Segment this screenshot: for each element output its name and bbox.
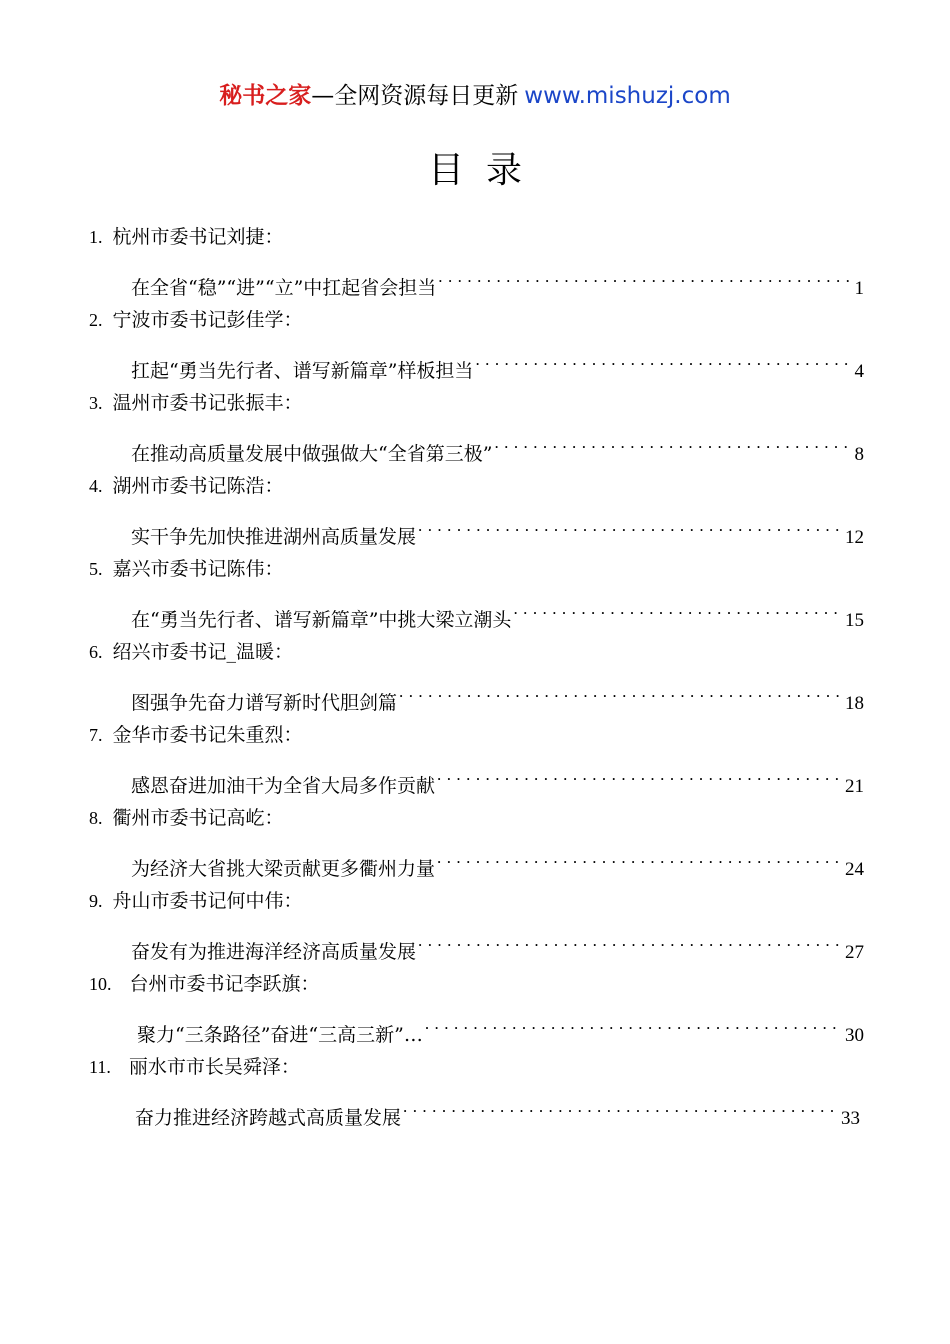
toc-entry-line	[131, 758, 864, 797]
entry-page-number: 15	[841, 604, 864, 638]
toc-entry-head	[89, 967, 320, 1001]
entry-page-number: 1	[851, 272, 865, 306]
toc-entry-2[interactable]	[0, 303, 950, 386]
toc-entry-line	[131, 509, 864, 548]
toc-entry-head	[89, 1050, 300, 1084]
entry-author: 丽水市市长吴舜泽：	[128, 1056, 300, 1078]
toc-entry-head	[89, 220, 284, 254]
toc-entry-head	[89, 801, 284, 835]
toc-entry-8[interactable]	[0, 801, 950, 884]
entry-number: 1.	[89, 227, 103, 247]
toc-entry-line	[131, 592, 864, 631]
entry-number: 7.	[89, 725, 103, 745]
entry-title: 实干争先加快推进湖州高质量发展	[131, 526, 417, 548]
dot-leader	[435, 758, 841, 792]
table-of-contents	[0, 220, 950, 1133]
dot-leader	[436, 260, 850, 294]
entry-number: 6.	[89, 642, 103, 662]
toc-entry-1[interactable]	[0, 220, 950, 303]
toc-entry-line	[135, 1090, 860, 1129]
toc-entry-line	[131, 260, 864, 299]
toc-entry-head	[89, 718, 303, 752]
entry-author: 衢州市委书记高屹：	[112, 807, 284, 829]
entry-page-number: 21	[841, 770, 864, 804]
toc-entry-line	[131, 343, 864, 382]
toc-entry-line	[131, 675, 864, 714]
toc-entry-head	[89, 884, 303, 918]
toc-entry-line	[131, 841, 864, 880]
entry-title: 感恩奋进加油干为全省大局多作贡献	[131, 775, 436, 797]
brand-name: 秘书之家	[219, 83, 312, 109]
entry-title: 在全省“稳”“进”“立”中扛起省会担当	[131, 277, 437, 299]
site-banner	[0, 80, 950, 112]
entry-author: 舟山市委书记何中伟：	[112, 890, 303, 912]
entry-title: 扛起“勇当先行者、谱写新篇章”样板担当	[131, 360, 474, 382]
entry-author: 台州市委书记李跃旗：	[129, 973, 320, 995]
entry-number: 11.	[89, 1057, 111, 1077]
toc-entry-head	[89, 303, 303, 337]
toc-entry-line	[131, 924, 864, 963]
dot-leader	[397, 675, 841, 709]
entry-number: 10.	[89, 974, 112, 994]
banner-slogan: 全网资源每日更新	[334, 83, 519, 109]
dot-leader	[416, 924, 841, 958]
toc-entry-line	[131, 426, 864, 465]
entry-page-number: 12	[841, 521, 864, 555]
toc-entry-head	[89, 386, 303, 420]
entry-page-number: 18	[841, 687, 864, 721]
toc-entry-head	[89, 469, 284, 503]
toc-entry-line	[137, 1007, 864, 1046]
dot-leader	[401, 1090, 837, 1124]
entry-author: 湖州市委书记陈浩：	[112, 475, 284, 497]
entry-title: 为经济大省挑大梁贡献更多衢州力量	[131, 858, 436, 880]
entry-author: 金华市委书记朱重烈：	[112, 724, 303, 746]
entry-page-number: 30	[841, 1019, 864, 1053]
dot-leader	[423, 1007, 841, 1041]
entry-number: 9.	[89, 891, 103, 911]
toc-entry-7[interactable]	[0, 718, 950, 801]
entry-author: 嘉兴市委书记陈伟：	[112, 558, 284, 580]
dot-leader	[492, 426, 850, 460]
entry-author: 杭州市委书记刘捷：	[112, 226, 284, 248]
entry-page-number: 24	[841, 853, 864, 887]
toc-entry-3[interactable]	[0, 386, 950, 469]
entry-author: 宁波市委书记彭佳学：	[112, 309, 303, 331]
entry-author: 绍兴市委书记_温暖：	[112, 641, 294, 663]
toc-entry-head	[89, 552, 284, 586]
banner-dash: —	[311, 83, 335, 109]
entry-title: 聚力“三条路径”奋进“三高三新”…	[137, 1024, 423, 1046]
entry-author: 温州市委书记张振丰：	[112, 392, 303, 414]
entry-title: 奋发有为推进海洋经济高质量发展	[131, 941, 417, 963]
toc-entry-4[interactable]	[0, 469, 950, 552]
entry-title: 在“勇当先行者、谱写新篇章”中挑大梁立潮头	[131, 609, 512, 631]
toc-entry-9[interactable]	[0, 884, 950, 967]
entry-page-number: 27	[841, 936, 864, 970]
entry-number: 4.	[89, 476, 103, 496]
dot-leader	[473, 343, 850, 377]
toc-entry-head	[89, 635, 293, 669]
entry-page-number: 4	[851, 355, 865, 389]
toc-entry-5[interactable]	[0, 552, 950, 635]
dot-leader	[511, 592, 841, 626]
toc-entry-10[interactable]	[0, 967, 950, 1050]
entry-page-number: 33	[837, 1102, 860, 1136]
toc-entry-6[interactable]	[0, 635, 950, 718]
dot-leader	[416, 509, 841, 543]
entry-page-number: 8	[851, 438, 865, 472]
entry-title: 在推动高质量发展中做强做大“全省第三极”	[131, 443, 493, 465]
dot-leader	[435, 841, 841, 875]
entry-number: 2.	[89, 310, 103, 330]
site-url-link[interactable]: www.mishuzj.com	[524, 83, 731, 109]
entry-number: 8.	[89, 808, 103, 828]
entry-title: 奋力推进经济跨越式高质量发展	[135, 1107, 402, 1129]
toc-title: 目录	[427, 150, 544, 191]
entry-title: 图强争先奋力谱写新时代胆剑篇	[131, 692, 398, 714]
toc-entry-11[interactable]	[0, 1050, 950, 1133]
entry-number: 5.	[89, 559, 103, 579]
entry-number: 3.	[89, 393, 103, 413]
